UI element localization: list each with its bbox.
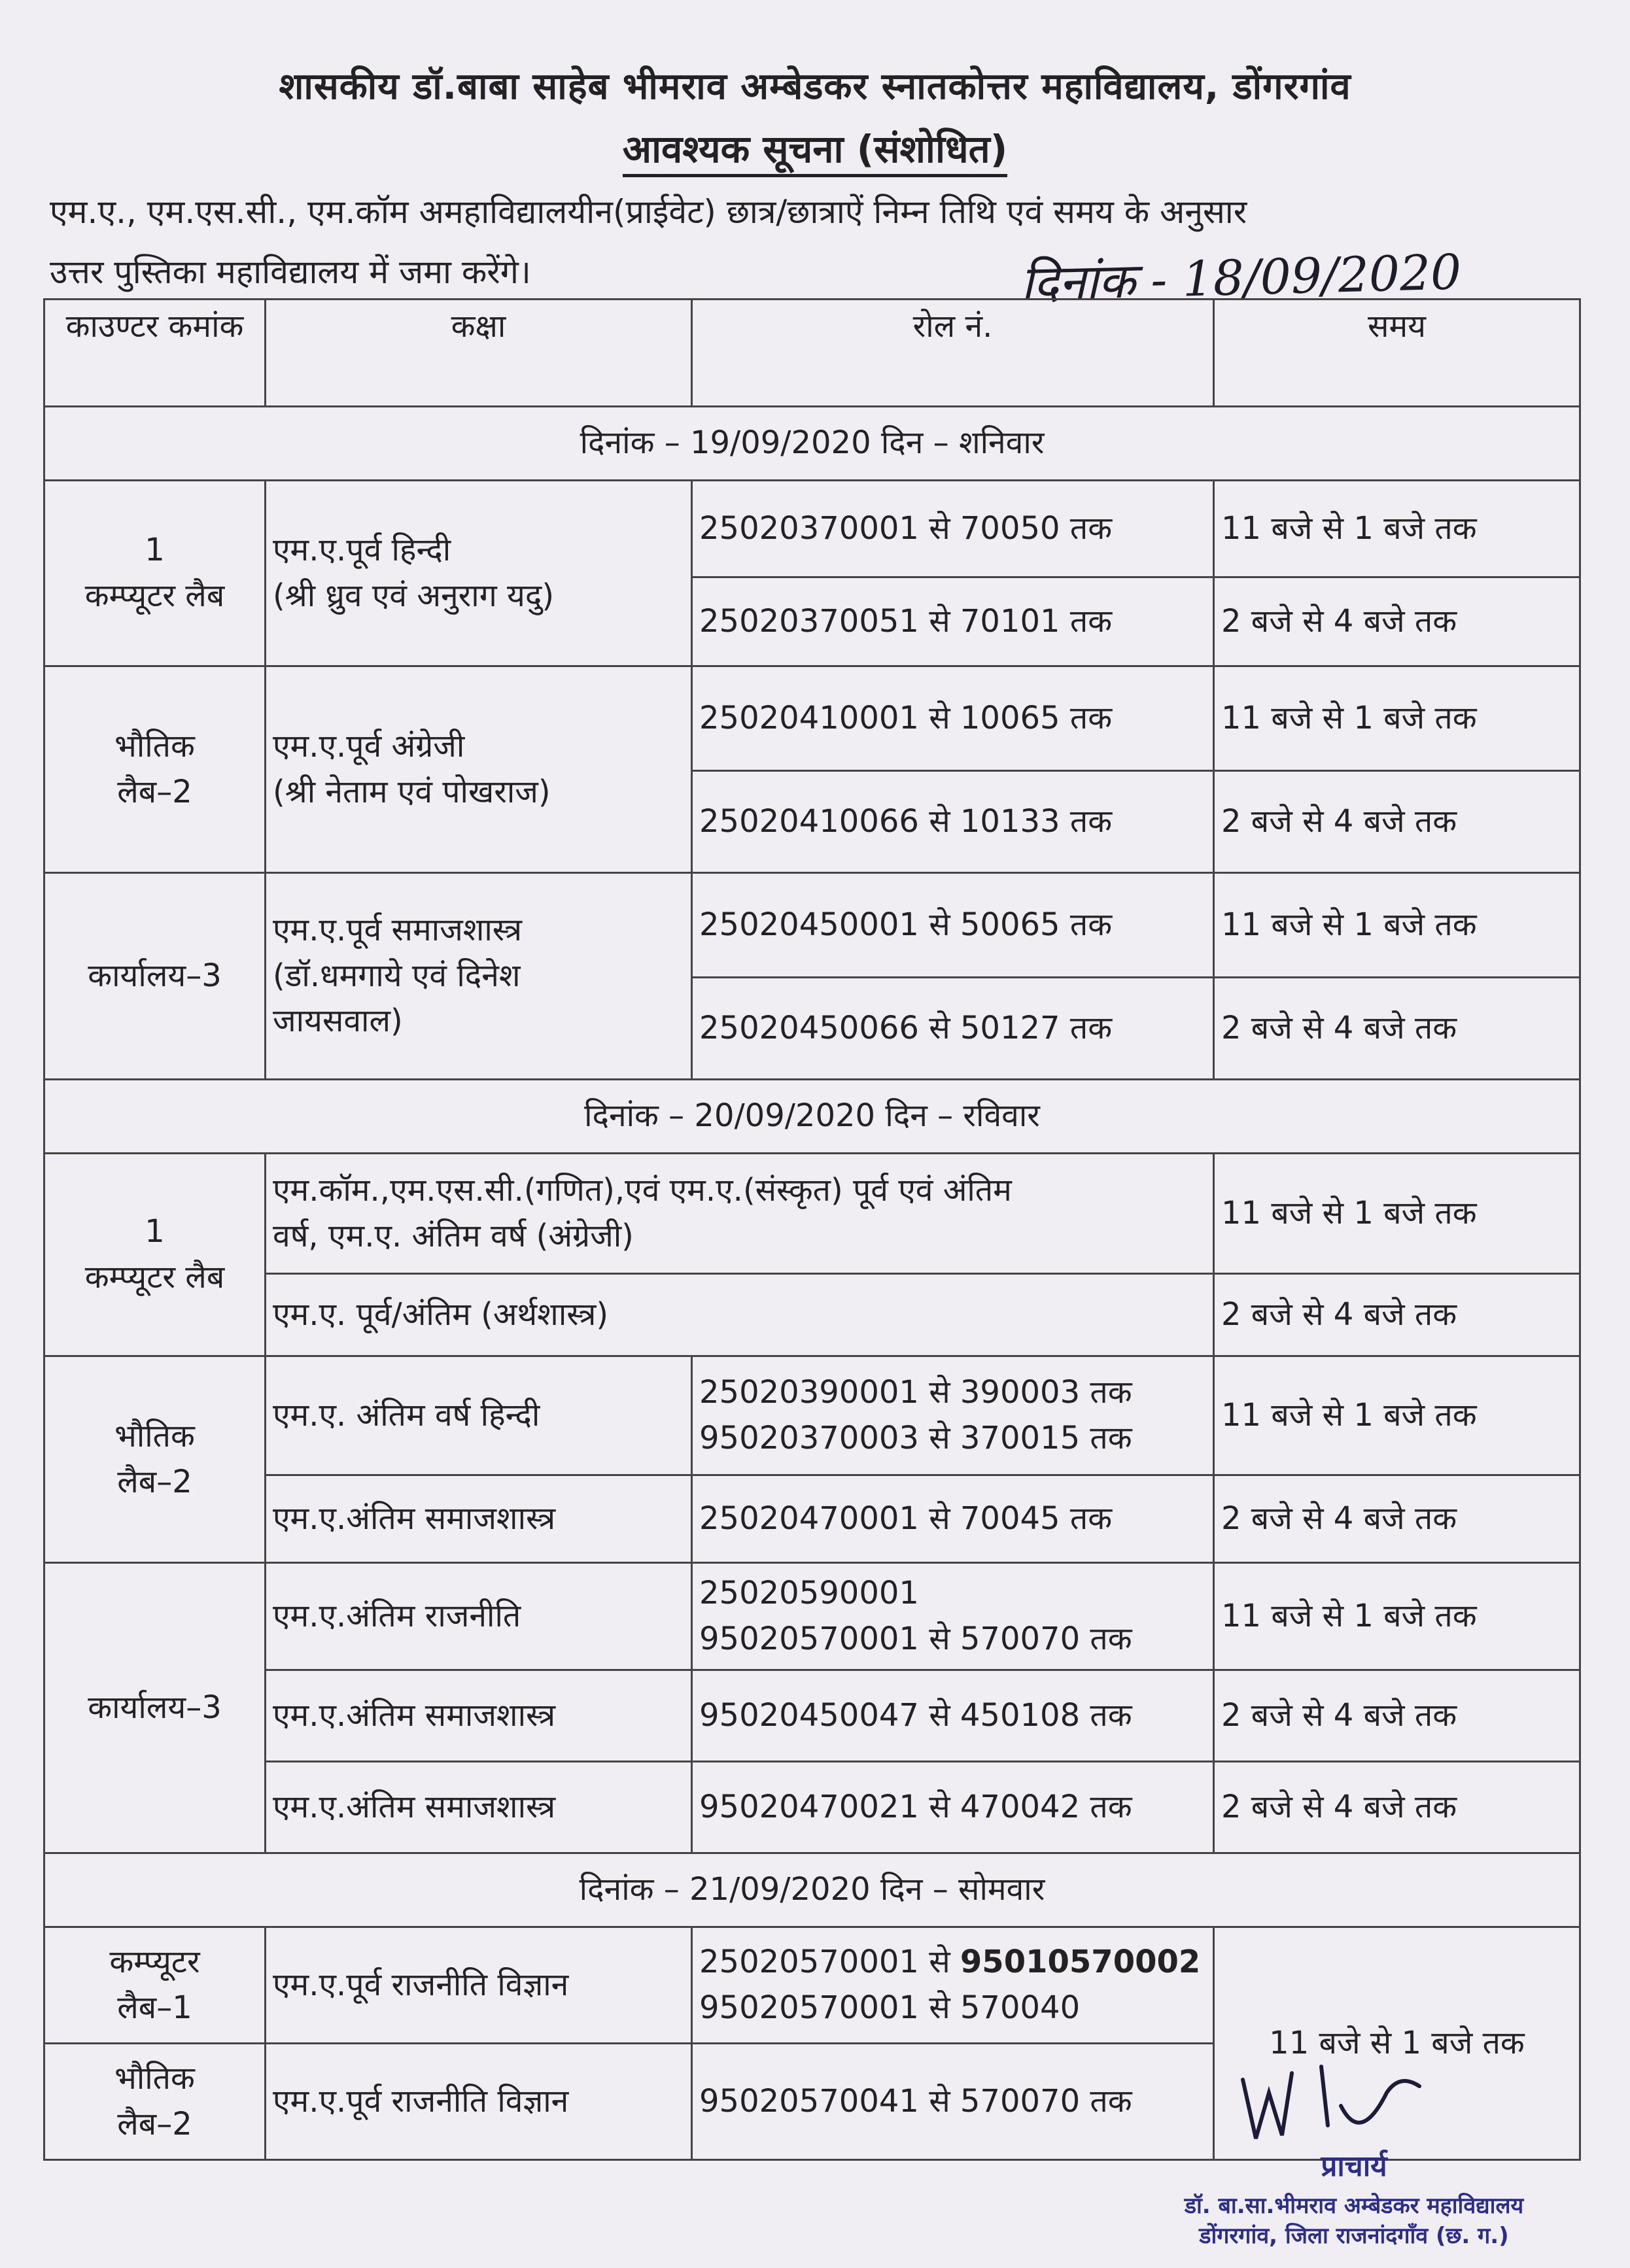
counter-cell: कार्यालय–3 xyxy=(44,1563,266,1853)
time-cell: 2 बजे से 4 बजे तक xyxy=(1214,1670,1580,1762)
day-heading: दिनांक – 20/09/2020 दिन – रविवार xyxy=(44,1080,1580,1154)
counter-cell: भौतिक लैब–2 xyxy=(44,2044,266,2160)
roll-cell: 95020570041 से 570070 तक xyxy=(692,2044,1214,2160)
schedule-table xyxy=(43,298,1581,2161)
table-row xyxy=(44,873,1580,978)
counter-cell: कार्यालय–3 xyxy=(44,873,266,1080)
notice-title: आवश्यक सूचना (संशोधित) xyxy=(0,122,1630,173)
time-cell: 2 बजे से 4 बजे तक xyxy=(1214,978,1580,1080)
time-cell: 11 बजे से 1 बजे तक xyxy=(1214,666,1580,771)
time-cell: 11 बजे से 1 बजे तक xyxy=(1214,1154,1580,1274)
table-row xyxy=(44,1927,1580,2044)
class-cell: एम.ए.पूर्व समाजशास्त्र (डॉ.धमगाये एवं दिनेश जायसवाल) xyxy=(266,873,692,1080)
roll-cell: 25020410001 से 10065 तक xyxy=(692,666,1214,771)
class-cell: एम.ए. पूर्व/अंतिम (अर्थशास्त्र) xyxy=(266,1274,1214,1356)
class-cell: एम.ए.पूर्व राजनीति विज्ञान xyxy=(266,2044,692,2160)
class-cell: एम.ए.अंतिम समाजशास्त्र xyxy=(266,1475,692,1563)
time-cell: 11 बजे से 1 बजे तक xyxy=(1214,1356,1580,1475)
stamp-line-2: डोंगरगांव, जिला राजनांदगाँव (छ. ग.) xyxy=(1199,2223,1509,2249)
header-time: समय xyxy=(1214,300,1580,407)
intro-line-1: एम.ए., एम.एस.सी., एम.कॉम अमहाविद्यालयीन(प्राईवेट) छात्र/छात्राऐं निम्न तिथि एवं समय के अनुसार xyxy=(50,193,1247,231)
day-heading-row xyxy=(44,407,1580,481)
roll-cell: 25020470001 से 70045 तक xyxy=(692,1475,1214,1563)
header-roll: रोल नं. xyxy=(692,300,1214,407)
time-cell: 11 बजे से 1 बजे तक xyxy=(1214,1927,1580,2160)
intro-line-2: उत्तर पुस्तिका महाविद्यालय में जमा करेंगे। xyxy=(50,253,531,291)
roll-cell: 25020370001 से 70050 तक xyxy=(692,481,1214,577)
stamp-line-1: डॉ. बा.सा.भीमराव अम्बेडकर महाविद्यालय xyxy=(1184,2193,1524,2219)
day-heading: दिनांक – 21/09/2020 दिन – सोमवार xyxy=(44,1853,1580,1927)
time-cell: 11 बजे से 1 बजे तक xyxy=(1214,481,1580,577)
roll-cell: 25020450001 से 50065 तक xyxy=(692,873,1214,978)
day-heading-row xyxy=(44,1080,1580,1154)
class-cell: एम.ए.पूर्व राजनीति विज्ञान xyxy=(266,1927,692,2044)
time-cell: 2 बजे से 4 बजे तक xyxy=(1214,1475,1580,1563)
class-cell: एम.ए.अंतिम समाजशास्त्र xyxy=(266,1762,692,1853)
table-row xyxy=(44,1670,1580,1762)
time-cell: 11 बजे से 1 बजे तक xyxy=(1214,873,1580,978)
counter-cell: 1 कम्प्यूटर लैब xyxy=(44,481,266,666)
counter-cell: भौतिक लैब–2 xyxy=(44,666,266,873)
roll-cell: 25020590001 95020570001 से 570070 तक xyxy=(692,1563,1214,1670)
roll-cell: 25020450066 से 50127 तक xyxy=(692,978,1214,1080)
table-row xyxy=(44,1475,1580,1563)
time-cell: 2 बजे से 4 बजे तक xyxy=(1214,577,1580,666)
day-heading: दिनांक – 19/09/2020 दिन – शनिवार xyxy=(44,407,1580,481)
header-class: कक्षा xyxy=(266,300,692,407)
time-cell: 2 बजे से 4 बजे तक xyxy=(1214,771,1580,873)
table-row xyxy=(44,1154,1580,1274)
table-row xyxy=(44,1356,1580,1475)
roll-cell: 95020470021 से 470042 तक xyxy=(692,1762,1214,1853)
time-cell: 2 बजे से 4 बजे तक xyxy=(1214,1762,1580,1853)
table-row xyxy=(44,1563,1580,1670)
roll-cell: 25020570001 से 95010570002 95020570001 से 570040 xyxy=(692,1927,1214,2044)
handwritten-date: दिनांक - 18/09/2020 xyxy=(1020,244,1463,312)
college-name: शासकीय डॉ.बाबा साहेब भीमराव अम्बेडकर स्नातकोत्तर महाविद्यालय, डोंगरगांव xyxy=(279,65,1351,108)
roll-cell: 25020390001 से 390003 तक 95020370003 से 370015 तक xyxy=(692,1356,1214,1475)
table-row xyxy=(44,481,1580,577)
time-cell: 2 बजे से 4 बजे तक xyxy=(1214,1274,1580,1356)
table-row xyxy=(44,666,1580,771)
counter-cell: 1 कम्प्यूटर लैब xyxy=(44,1154,266,1356)
table-row xyxy=(44,1762,1580,1853)
roll-cell: 25020410066 से 10133 तक xyxy=(692,771,1214,873)
time-cell: 11 बजे से 1 बजे तक xyxy=(1214,1563,1580,1670)
class-cell: एम.ए.अंतिम समाजशास्त्र xyxy=(266,1670,692,1762)
table-row xyxy=(44,1274,1580,1356)
header-counter: काउण्टर कमांक xyxy=(44,300,266,407)
designation: प्राचार्य xyxy=(1321,2150,1387,2183)
header-row xyxy=(44,300,1580,407)
class-cell: एम.ए.पूर्व हिन्दी (श्री ध्रुव एवं अनुराग यदु) xyxy=(266,481,692,666)
counter-cell: कम्प्यूटर लैब–1 xyxy=(44,1927,266,2044)
principal-stamp xyxy=(1145,2145,1563,2250)
class-cell: एम.कॉम.,एम.एस.सी.(गणित),एवं एम.ए.(संस्कृत) पूर्व एवं अंतिम वर्ष, एम.ए. अंतिम वर्ष (अंग्रेजी) xyxy=(266,1154,1214,1274)
class-cell: एम.ए.पूर्व अंग्रेजी (श्री नेताम एवं पोखराज) xyxy=(266,666,692,873)
counter-cell: भौतिक लैब–2 xyxy=(44,1356,266,1563)
class-cell: एम.ए.अंतिम राजनीति xyxy=(266,1563,692,1670)
roll-cell: 25020370051 से 70101 तक xyxy=(692,577,1214,666)
day-heading-row xyxy=(44,1853,1580,1927)
principal-signature xyxy=(1230,2053,1478,2152)
class-cell: एम.ए. अंतिम वर्ष हिन्दी xyxy=(266,1356,692,1475)
roll-cell: 95020450047 से 450108 तक xyxy=(692,1670,1214,1762)
